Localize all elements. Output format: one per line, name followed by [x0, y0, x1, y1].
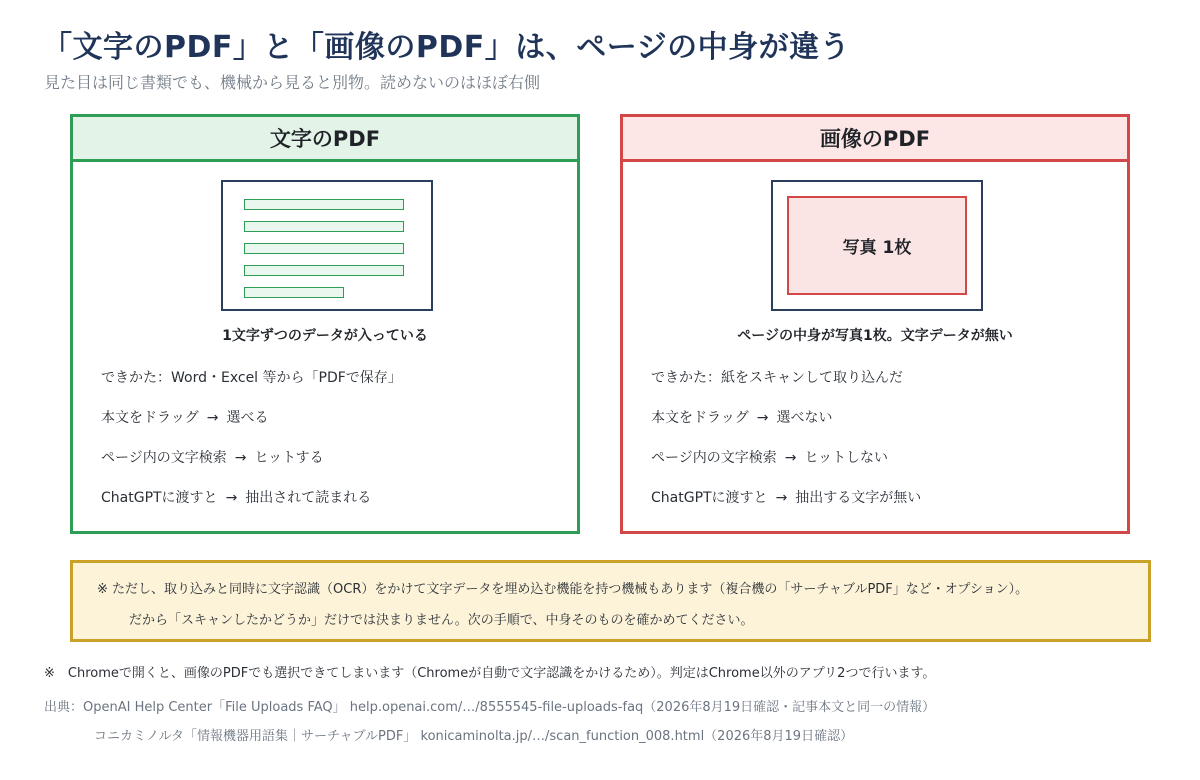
row-label: 本文をドラッグ — [651, 410, 749, 426]
arrow-right-icon: → — [756, 410, 769, 426]
image-document-illustration — [771, 180, 983, 311]
text-pdf-row-drag — [101, 407, 268, 427]
text-pdf-caption: 1文字ずつのデータが入っている — [222, 328, 428, 344]
row-label: ページ内の文字検索 — [651, 450, 777, 466]
text-pdf-row-chatgpt — [101, 487, 371, 507]
note-line: ※ ただし、取り込みと同時に文字認識（OCR）をかけて文字データを埋め込む機能を持つ機械もあります（複合機の「サーチャブルPDF」など・オプション）。 — [97, 582, 1029, 597]
row-result: 選べない — [776, 410, 833, 426]
note-line: だから「スキャンしたかどうか」だけでは決まりません。次の手順で、中身そのものを確かめてください。 — [129, 613, 754, 628]
text-line — [244, 287, 344, 298]
text-pdf-heading: 文字のPDF — [73, 117, 577, 162]
row-result: ヒットしない — [804, 450, 889, 466]
image-pdf-row-origin — [651, 367, 903, 387]
photo-block: 写真 1枚 — [787, 196, 967, 295]
row-label: できかた：Word・Excel 等から「PDFで保存」 — [101, 370, 402, 386]
row-label: 本文をドラッグ — [101, 410, 199, 426]
ocr-note-box — [70, 560, 1151, 642]
text-line — [244, 243, 404, 254]
row-label: ChatGPTに渡すと — [651, 490, 768, 506]
row-result: 抽出する文字が無い — [795, 490, 922, 506]
row-result: ヒットする — [254, 450, 324, 466]
chrome-footnote: ※ Chromeで開くと、画像のPDFでも選択できてしまいます（Chromeが自動で文字認識をかけるため）。判定はChrome以外のアプリ2つで行います。 — [44, 666, 936, 681]
arrow-right-icon: → — [234, 450, 247, 466]
arrow-right-icon: → — [784, 450, 797, 466]
image-pdf-caption: ページの中身が写真1枚。文字データが無い — [737, 328, 1013, 344]
image-pdf-panel — [620, 114, 1130, 534]
image-pdf-row-search — [651, 447, 888, 467]
image-pdf-row-chatgpt — [651, 487, 921, 507]
row-result: 選べる — [226, 410, 269, 426]
row-label: ChatGPTに渡すと — [101, 490, 218, 506]
arrow-right-icon: → — [775, 490, 788, 506]
source-citation: コニカミノルタ「情報機器用語集｜サーチャブルPDF」 konicaminolta.jp/…/scan_function_008.html（2026年8月19日確認） — [94, 729, 854, 744]
source-citation: 出典：OpenAI Help Center「File Uploads FAQ」 help.openai.com/…/8555545-file-uploads-faq（2026年8月19日確認・記事本文と同一の情報） — [44, 700, 936, 715]
page-title: 「文字のPDF」と「画像のPDF」は、ページの中身が違う — [42, 30, 851, 65]
row-result: 抽出されて読まれる — [245, 490, 372, 506]
text-line — [244, 199, 404, 210]
text-pdf-panel — [70, 114, 580, 534]
arrow-right-icon: → — [225, 490, 238, 506]
text-line — [244, 265, 404, 276]
arrow-right-icon: → — [206, 410, 219, 426]
text-line — [244, 221, 404, 232]
text-document-illustration — [221, 180, 433, 311]
page-subtitle: 見た目は同じ書類でも、機械から見ると別物。読めないのはほぼ右側 — [44, 73, 541, 92]
text-pdf-row-origin — [101, 367, 402, 387]
row-label: ページ内の文字検索 — [101, 450, 227, 466]
image-pdf-heading: 画像のPDF — [623, 117, 1127, 162]
row-label: できかた：紙をスキャンして取り込んだ — [651, 370, 903, 386]
image-pdf-row-drag — [651, 407, 832, 427]
text-pdf-row-search — [101, 447, 324, 467]
